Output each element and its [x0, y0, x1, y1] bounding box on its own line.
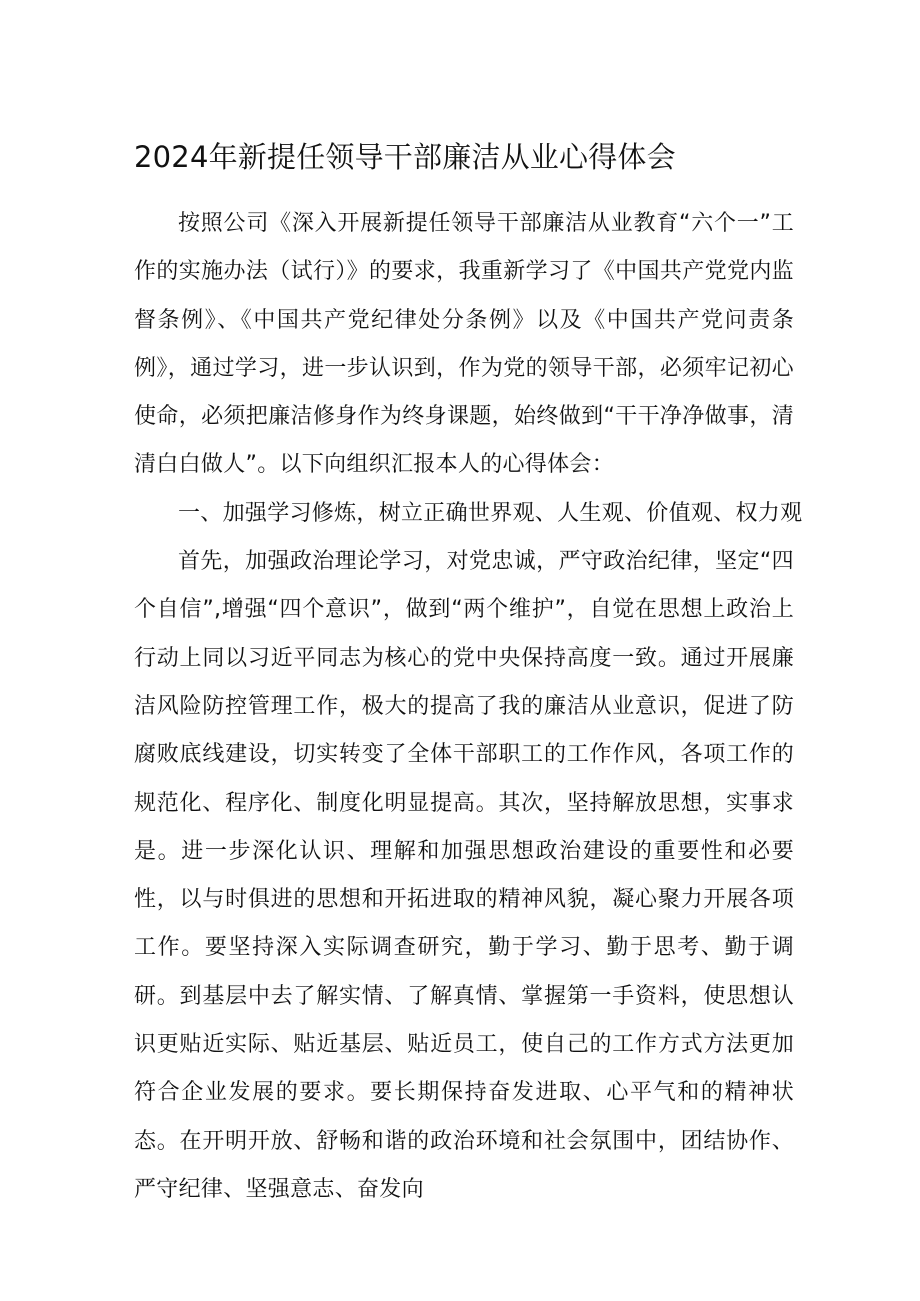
- intro-paragraph: 按照公司《深入开展新提任领导干部廉洁从业教育“六个一”工作的实施办法（试行）》的要求，我重新学习了《中国共产党党内监督条例》、《中国共产党纪律处分条例》以及《中国共产党问责条例》，通过学习，进一步认识到，作为党的领导干部，必须牢记初心使命，必须把廉洁修身作为终身课题，始终做到“干干净净做事，清清白白做人”。以下向组织汇报本人的心得体会：: [134, 211, 794, 478]
- body-paragraph: 首先，加强政治理论学习，对党忠诚，严守政治纪律，坚定“四个自信”,增强“四个意识”，做到“两个维护”，自觉在思想上政治上行动上同以习近平同志为核心的党中央保持高度一致。通过开展廉洁风险防控管理工作，极大的提高了我的廉洁从业意识，促进了防腐败底线建设，切实转变了全体干部职工的工作作风，各项工作的规范化、程序化、制度化明显提高。其次，坚持解放思想，实事求是。进一步深化认识、理解和加强思想政治建设的重要性和必要性，以与时俱进的思想和开拓进取的精神风貌，凝心聚力开展各项工作。要坚持深入实际调查研究，勤于学习、勤于思考、勤于调研。到基层中去了解实情、了解真情、掌握第一手资料，使思想认识更贴近实际、贴近基层、贴近员工，使自己的工作方式方法更加符合企业发展的要求。要长期保持奋发进取、心平气和的精神状态。在开明开放、舒畅和谐的政治环境和社会氛围中，团结协作、严守纪律、坚强意志、奋发向: [134, 549, 794, 1202]
- section-heading: 一、加强学习修炼，树立正确世界观、人生观、价值观、权力观: [178, 500, 803, 526]
- document-body: [134, 200, 803, 1214]
- document-title: 2024年新提任领导干部廉洁从业心得体会: [134, 140, 676, 174]
